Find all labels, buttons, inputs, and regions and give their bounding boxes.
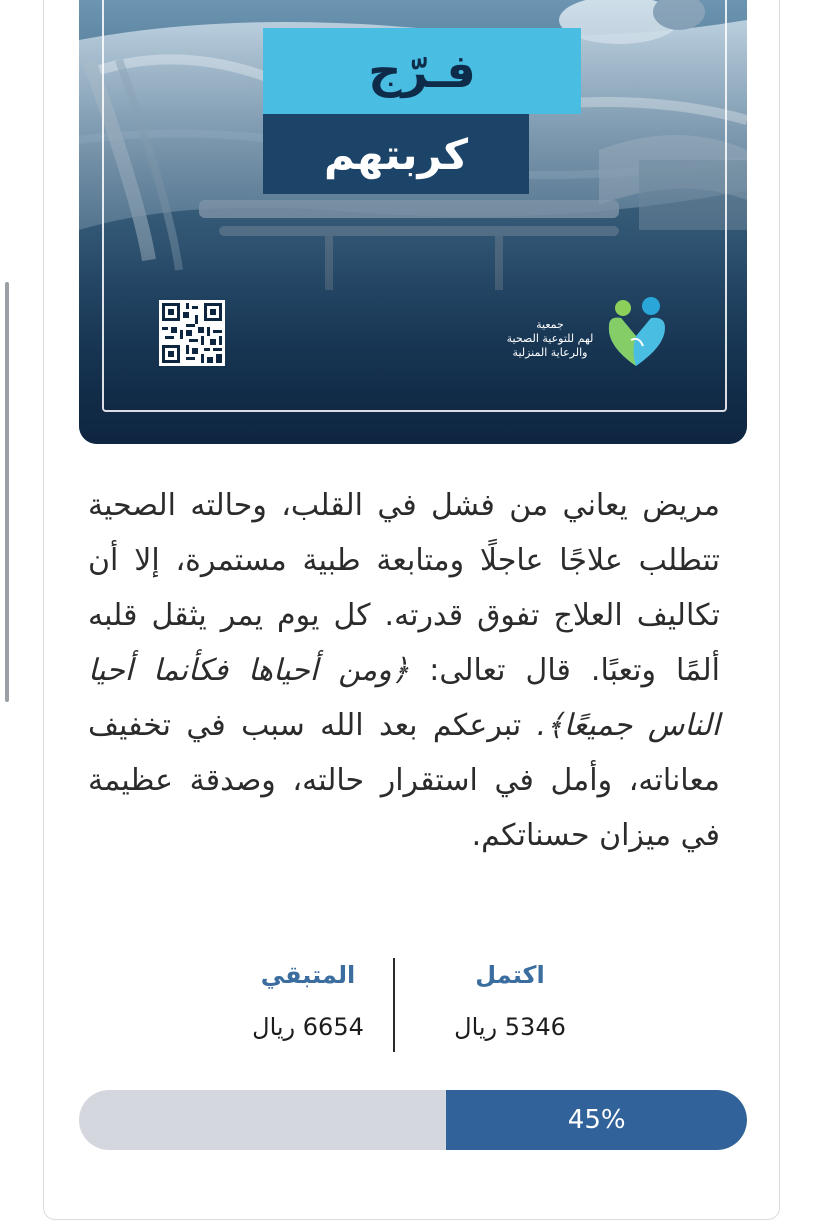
- campaign-banner: [79, 0, 747, 444]
- remaining-label: المتبقي: [260, 961, 356, 989]
- completed-label: اكتمل: [475, 961, 545, 989]
- org-name-line2: لهم للتوعية الصحية: [506, 332, 594, 345]
- scrollbar[interactable]: [5, 282, 9, 702]
- banner-title-line1: فـرّج: [263, 28, 581, 114]
- completed-stat: [430, 960, 590, 1042]
- description-part1: مريض يعاني من فشل في القلب، وحالته الصحية تتطلب علاجًا عاجلًا ومتابعة طبية مستمرة، إلا أن تكاليف العلاج تفوق قدرته. كل يوم يمر يثقل قلبه ألمًا وتعبًا. قال تعالى:: [88, 488, 720, 688]
- qr-code-icon[interactable]: [159, 300, 225, 366]
- heart-people-logo-icon: [601, 296, 671, 370]
- campaign-description: [88, 478, 720, 863]
- progress-percentage: 45%: [567, 1105, 626, 1135]
- remaining-stat: [228, 960, 388, 1042]
- organization-name: [497, 318, 603, 360]
- quran-quote: ﴿ومن أحياها فكأنما أحيا الناس جميعًا﴾.: [88, 653, 720, 743]
- remaining-value: 6654 ريال: [252, 1013, 364, 1041]
- org-name-line3: والرعاية المنزلية: [512, 346, 588, 359]
- description-part2: تبرعكم بعد الله سبب في تخفيف معاناته، وأمل في استقرار حالته، وصدقة عظيمة في ميزان حسناتكم.: [88, 708, 720, 853]
- org-name-line1: جمعية: [536, 318, 564, 331]
- donation-progress-bar: [79, 1090, 747, 1150]
- completed-value: 5346 ريال: [454, 1013, 566, 1041]
- stats-divider: [393, 958, 395, 1052]
- banner-title-line2: كربتهم: [263, 114, 529, 194]
